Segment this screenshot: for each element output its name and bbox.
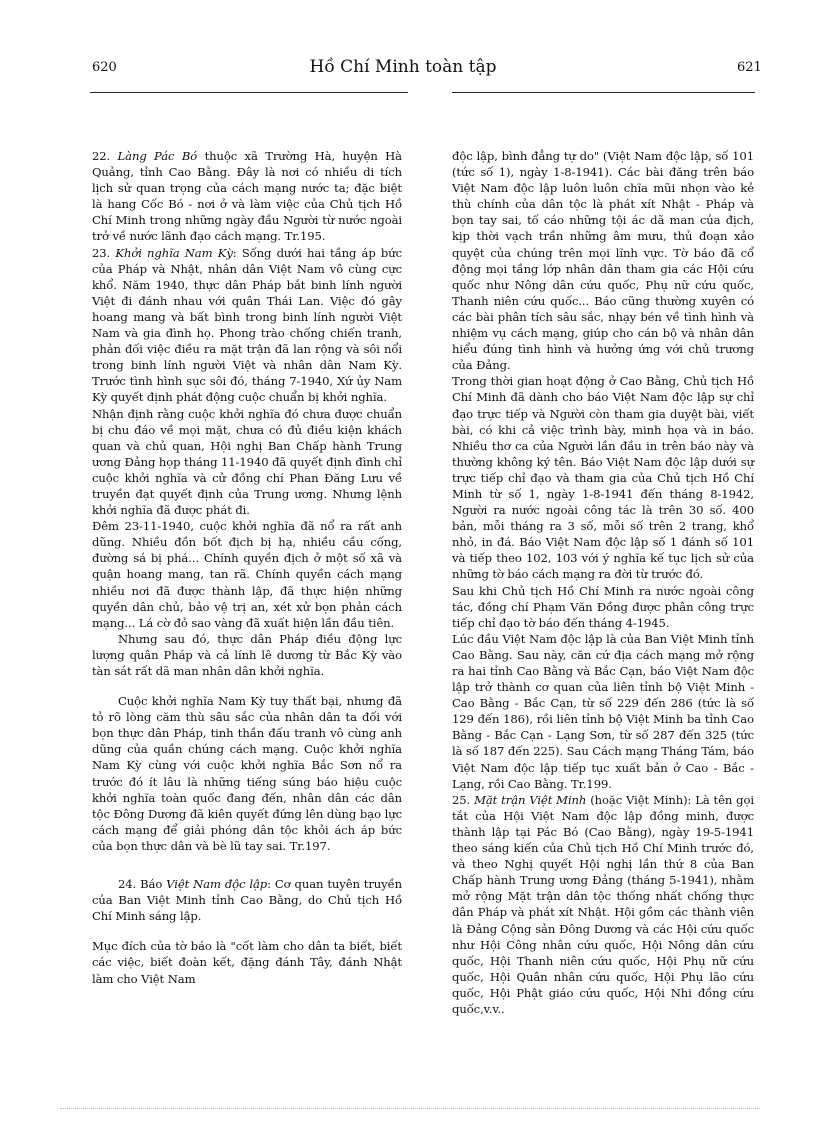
right-column: [452, 148, 754, 1017]
paragraph: [92, 631, 402, 679]
paragraph: [452, 583, 754, 631]
header-rule-left: [90, 92, 408, 93]
paragraph: [452, 373, 754, 582]
paragraph-text: : Sống dưới hai tầng áp bức của Pháp và Nhật, nhân dân Việt Nam vô cùng cực khổ. Năm 1940, thực dân Pháp bắt binh lính người Việt đi đánh nhau với quân Thái Lan. Việc đó gây hoang mang và bất bình trong binh lính người Việt Nam và gia đình họ. Phong trào chống chiến tranh, phản đối việc điều ra mặt trận đã lan rộng và sôi nổi trong binh lính người Việt và nhân dân Nam Kỳ. Trước tình hình sục sôi đó, tháng 7-1940, Xứ ủy Nam Kỳ quyết định phát động cuộc chuẩn bị khởi nghĩa.: [92, 245, 402, 405]
paragraph: [92, 938, 402, 986]
paragraph: [452, 631, 754, 792]
page-bottom-edge: [60, 1108, 760, 1109]
note-number: 23.: [92, 245, 116, 260]
paragraph-text: Mục đích của tờ báo là "cốt làm cho dân ta biết, biết các việc, biết đoàn kết, đặng đánh Tây, đánh Nhật làm cho Việt Nam: [92, 939, 402, 986]
paragraph: [452, 148, 754, 373]
note-number: 22.: [92, 149, 118, 163]
paragraph-text: Trong thời gian hoạt động ở Cao Bằng, Chủ tịch Hồ Chí Minh đã dành cho báo Việt Nam độc lập sự chỉ đạo trực tiếp và Người còn tham gia duyệt bài, viết bài, có khi cả việc trình bày, minh họa và in báo. Nhiều thơ ca của Người lần đầu in trên báo này và thường không ký tên. Báo Việt Nam độc lập dưới sự trực tiếp chỉ đạo và tham gia của Chủ tịch Hồ Chí Minh từ số 1, ngày 1-8-1941 đến tháng 8-1942, Người ra nước ngoài công tác là trên 30 số. 400 bản, mỗi tháng ra 3 số, mỗi số trên 2 trang, khổ nhỏ, in đá. Báo Việt Nam độc lập số 1 đánh số 101 và tiếp theo 102, 103 với ý nghĩa kế tục lịch sử của những tờ báo cách mạng ra đời từ trước đó.: [452, 374, 754, 582]
page-number-right: 621: [737, 60, 762, 75]
paragraph: [92, 148, 402, 245]
left-column: [92, 148, 402, 987]
paragraph-text: Nhưng sau đó, thực dân Pháp điều động lực lượng quân Pháp và cả lính lê dương từ Bắc Kỳ vào tàn sát rất dã man nhân dân khởi nghĩa.: [92, 631, 402, 678]
note-title: Làng Pác Bó: [117, 149, 198, 163]
paragraph-text: độc lập, bình đẳng tự do" (Việt Nam độc lập, số 101 (tức số 1), ngày 1-8-1941). Các bài đăng trên báo Việt Nam độc lập luôn luôn chĩa mũi nhọn vào kẻ thù chính của dân tộc là phát xít Nhật - Pháp và bọn tay sai, tố cáo những tội ác dã man của địch, kịp thời vạch trần những âm mưu, thủ đoạn xảo quyệt của chúng trên mọi lĩnh vực. Tờ báo đã cổ động mọi tầng lớp nhân dân tham gia các Hội cứu quốc như Nông dân cứu quốc, Phụ nữ cứu quốc, Thanh niên cứu quốc... Báo cũng thường xuyên có các bài phân tích sâu sắc, nhạy bén về tình hình và nhiệm vụ cách mạng, giúp cho cán bộ và nhân dân hiểu đúng tình hình và hưởng ứng với chủ trương của Đảng.: [452, 149, 754, 373]
paragraph: [452, 792, 754, 1017]
page-number-left: 620: [92, 60, 117, 75]
note-number: 24. Báo: [118, 877, 167, 892]
paragraph: [92, 406, 402, 519]
paragraph: [92, 518, 402, 631]
note-title: Mặt trận Việt Minh: [474, 792, 587, 807]
note-number: 25.: [452, 792, 475, 807]
paragraph-text: (hoặc Việt Minh): Là tên gọi tắt của Hội Việt Nam độc lập đồng minh, được thành lập tại Pác Bó (Cao Bằng), ngày 19-5-1941 theo sáng kiến của Chủ tịch Hồ Chí Minh trước đó, và theo Nghị quyết Hội nghị lần thứ 8 của Ban Chấp hành Trung ương Đảng (tháng 5-1941), nhằm mở rộng Mặt trận dân tộc thống nhất chống thực dân Pháp và phát xít Nhật. Hội gồm các thành viên là Đảng Cộng sản Đông Dương và các Hội cứu quốc như Hội Công nhân cứu quốc, Hội Nông dân cứu quốc, Hội Thanh niên cứu quốc, Hội Phụ nữ cứu quốc, Hội Quân nhân cứu quốc, Hội Phụ lão cứu quốc, Hội Phật giáo cứu quốc, Hội Nhi đồng cứu quốc,v.v..: [452, 792, 754, 1016]
note-title: Khởi nghĩa Nam Kỳ: [115, 245, 233, 260]
header-rule-right: [452, 92, 755, 93]
paragraph-text: : Cơ quan tuyên truyền của Ban Việt Minh tỉnh Cao Bằng, do Chủ tịch Hồ Chí Minh sáng lập.: [92, 877, 403, 924]
paragraph-text: Cuộc khởi nghĩa Nam Kỳ tuy thất bại, nhưng đã tỏ rõ lòng căm thù sâu sắc của nhân dân ta đối với bọn thực dân Pháp, tinh thần đấu tranh vô cùng anh dũng của quần chúng cách mạng. Cuộc khởi nghĩa Nam Kỳ cùng với cuộc khởi nghĩa Bắc Sơn nổ ra trước đó ít lâu là những tiếng súng báo hiệu cuộc khởi nghĩa toàn quốc đang đến, nhân dân các dân tộc Đông Dương đã kiên quyết đứng lên dùng bạo lực cách mạng để giải phóng dân tộc khỏi ách áp bức của bọn thực dân và bè lũ tay sai. Tr.197.: [92, 694, 402, 853]
paragraph-text: Sau khi Chủ tịch Hồ Chí Minh ra nước ngoài công tác, đồng chí Phạm Văn Đồng được phân công trực tiếp chỉ đạo tờ báo đến tháng 4-1945.: [452, 583, 754, 630]
paragraph: [92, 245, 402, 406]
paragraph-text: thuộc xã Trường Hà, huyện Hà Quảng, tỉnh Cao Bằng. Đây là nơi có nhiều di tích lịch sử quan trọng của cách mạng nước ta; đặc biệt là hang Cốc Bó - nơi ở và làm việc của Chủ tịch Hồ Chí Minh trong những ngày đầu Người từ nước ngoài trở về nước lãnh đạo cách mạng. Tr.195.: [92, 149, 402, 244]
note-title: Việt Nam độc lập: [166, 877, 268, 892]
paragraph-text: Lúc đầu Việt Nam độc lập là của Ban Việt Minh tỉnh Cao Bằng. Sau này, căn cứ địa cách mạng mở rộng ra hai tỉnh Cao Bằng và Bắc Cạn, báo Việt Nam độc lập trở thành cơ quan của liên tỉnh bộ Việt Minh - Cao Bằng - Bắc Cạn, từ số 229 đến 286 (tức là số 129 đến 186), rồi liên tỉnh bộ Việt Minh ba tỉnh Cao Bằng - Bắc Cạn - Lạng Sơn, từ số 287 đến 325 (tức là số 187 đến 225). Sau Cách mạng Tháng Tám, báo Việt Nam độc lập tiếp tục xuất bản ở Cao - Bắc - Lạng, rồi Cao Bằng. Tr.199.: [452, 631, 754, 791]
paragraph: [92, 876, 402, 924]
paragraph-text: Đêm 23-11-1940, cuộc khởi nghĩa đã nổ ra rất anh dũng. Nhiều đồn bốt địch bị hạ, nhiều cầu cống, đường sá bị phá... Chính quyền địch ở một số xã và quận hoang mang, tan rã. Chính quyền cách mạng nhiều nơi đã được thành lập, đã thực hiện những quyền dân chủ, bảo vệ trị an, xét xử bọn phản cách mạng... Lá cờ đỏ sao vàng đã xuất hiện lần đầu tiên.: [92, 519, 402, 630]
paragraph: [92, 693, 402, 854]
paragraph-text: Nhận định rằng cuộc khởi nghĩa đó chưa được chuẩn bị chu đáo về mọi mặt, chưa có đủ điều kiện khách quan và chủ quan, Hội nghị Ban Chấp hành Trung ương Đảng họp tháng 11-1940 đã quyết định đình chỉ cuộc khởi nghĩa và cử đồng chí Phan Đăng Lưu về truyền đạt quyết định của Trung ương. Nhưng lệnh khởi nghĩa đã được phát đi.: [92, 406, 402, 518]
book-title: Hồ Chí Minh toàn tập: [309, 57, 497, 77]
